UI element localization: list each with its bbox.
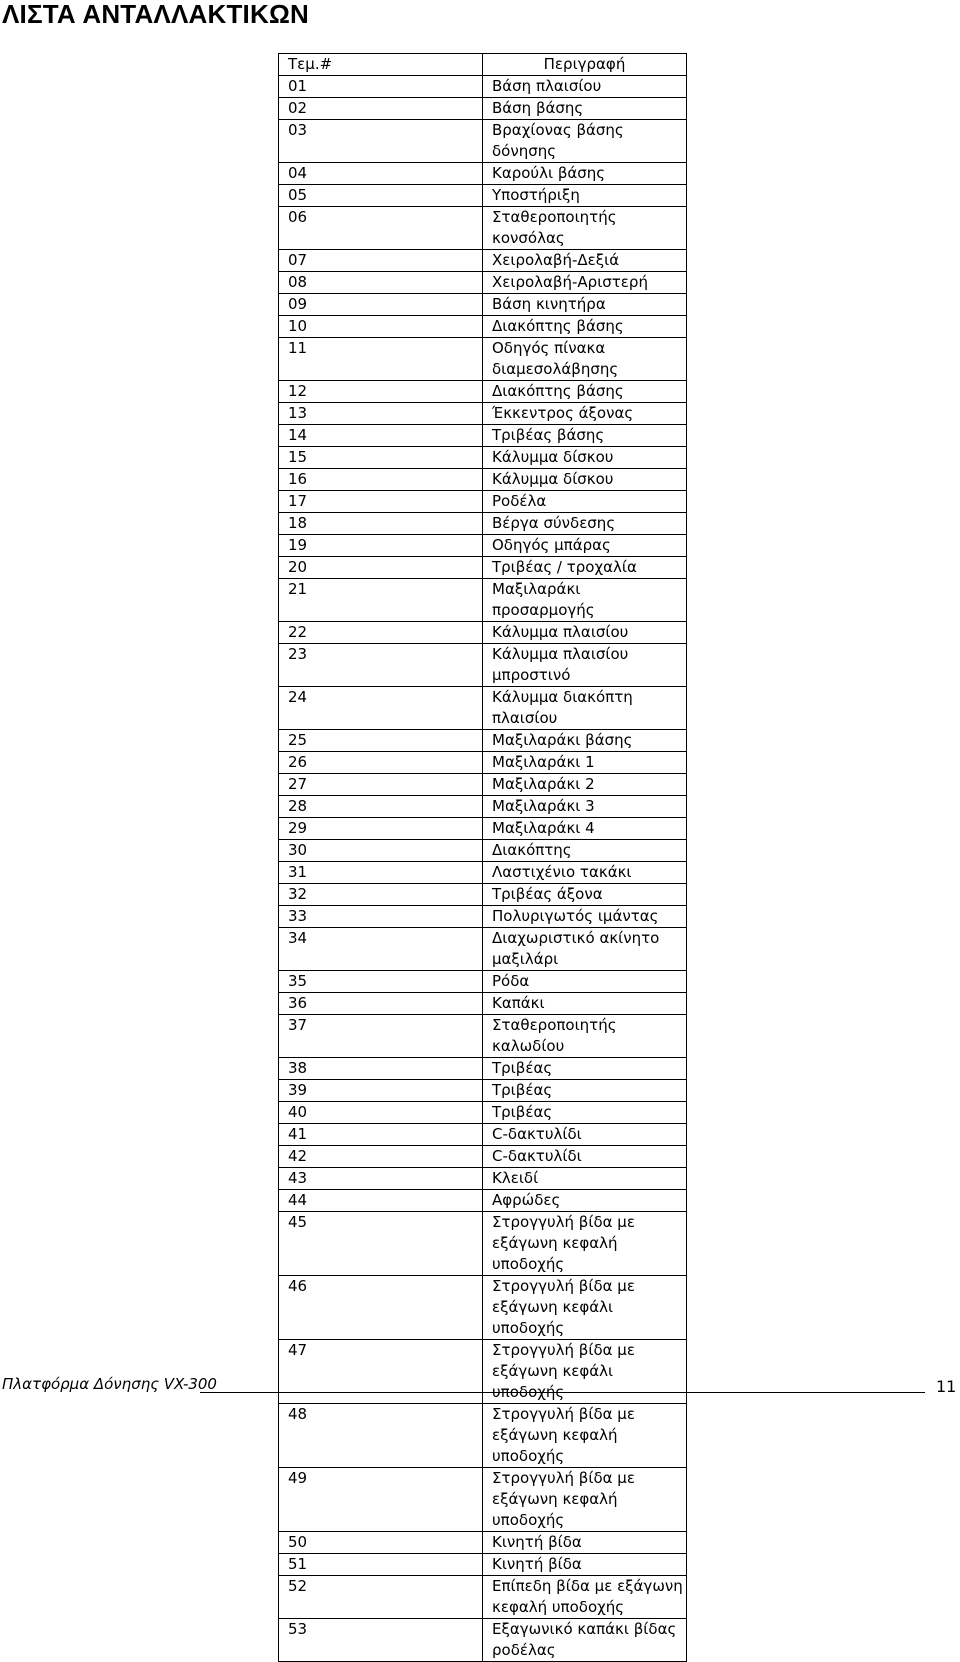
- table-row: [279, 76, 687, 98]
- table-row: [279, 774, 687, 796]
- part-description-cell: Κινητή βίδα: [483, 1532, 687, 1554]
- table-row: [279, 1532, 687, 1554]
- column-header-part-number: Τεμ.#: [279, 54, 483, 76]
- part-number-cell: 30: [279, 840, 483, 862]
- table-row: [279, 1168, 687, 1190]
- table-row: [279, 403, 687, 425]
- part-number-cell: 15: [279, 447, 483, 469]
- page-number: 11: [936, 1377, 957, 1396]
- part-description-cell: Βάση πλαισίου: [483, 76, 687, 98]
- table-row: [279, 316, 687, 338]
- part-number-cell: 21: [279, 579, 483, 622]
- part-number-cell: 14: [279, 425, 483, 447]
- table-row: [279, 1146, 687, 1168]
- table-row: [279, 1404, 687, 1468]
- parts-table-body: [279, 76, 687, 1662]
- table-row: [279, 469, 687, 491]
- part-number-cell: 01: [279, 76, 483, 98]
- part-description-cell: C-δακτυλίδι: [483, 1124, 687, 1146]
- table-row: [279, 1190, 687, 1212]
- table-row: [279, 752, 687, 774]
- part-number-cell: 16: [279, 469, 483, 491]
- part-description-cell: Κινητή βίδα: [483, 1554, 687, 1576]
- part-description-cell: Κάλυμμα δίσκου: [483, 469, 687, 491]
- part-description-cell: Κάλυμμα πλαισίου μπροστινό: [483, 644, 687, 687]
- part-number-cell: 50: [279, 1532, 483, 1554]
- table-row: [279, 644, 687, 687]
- page-title: ΛΙΣΤΑ ΑΝΤΑΛΛΑΚΤΙΚΩΝ: [2, 0, 309, 29]
- table-header-row: [279, 54, 687, 76]
- part-number-cell: 23: [279, 644, 483, 687]
- table-row: [279, 338, 687, 381]
- part-number-cell: 05: [279, 185, 483, 207]
- table-row: [279, 928, 687, 971]
- part-description-cell: Στρογγυλή βίδα με εξάγωνη κεφαλή υποδοχής: [483, 1468, 687, 1532]
- table-row: [279, 993, 687, 1015]
- table-row: [279, 163, 687, 185]
- part-description-cell: Διακόπτης: [483, 840, 687, 862]
- part-description-cell: Έκκεντρος άξονας: [483, 403, 687, 425]
- part-number-cell: 42: [279, 1146, 483, 1168]
- part-number-cell: 09: [279, 294, 483, 316]
- part-description-cell: Στρογγυλή βίδα με εξάγωνη κεφάλι υποδοχής: [483, 1276, 687, 1340]
- table-row: [279, 796, 687, 818]
- table-row: [279, 622, 687, 644]
- part-description-cell: Βραχίονας βάσης δόνησης: [483, 120, 687, 163]
- part-number-cell: 13: [279, 403, 483, 425]
- part-number-cell: 18: [279, 513, 483, 535]
- table-row: [279, 1340, 687, 1404]
- part-description-cell: Διακόπτης βάσης: [483, 316, 687, 338]
- part-description-cell: Μαξιλαράκι προσαρμογής: [483, 579, 687, 622]
- part-number-cell: 38: [279, 1058, 483, 1080]
- part-description-cell: Μαξιλαράκι 1: [483, 752, 687, 774]
- table-row: [279, 1576, 687, 1619]
- part-number-cell: 47: [279, 1340, 483, 1404]
- table-row: [279, 579, 687, 622]
- part-description-cell: Κάλυμμα πλαισίου: [483, 622, 687, 644]
- part-description-cell: C-δακτυλίδι: [483, 1146, 687, 1168]
- part-number-cell: 39: [279, 1080, 483, 1102]
- part-number-cell: 37: [279, 1015, 483, 1058]
- table-row: [279, 1102, 687, 1124]
- part-description-cell: Οδηγός πίνακα διαμεσολάβησης: [483, 338, 687, 381]
- part-number-cell: 35: [279, 971, 483, 993]
- part-number-cell: 36: [279, 993, 483, 1015]
- part-number-cell: 48: [279, 1404, 483, 1468]
- part-number-cell: 22: [279, 622, 483, 644]
- footer-divider: [200, 1392, 925, 1393]
- part-number-cell: 28: [279, 796, 483, 818]
- footer-title: Πλατφόρμα Δόνησης VX-300: [2, 1375, 217, 1393]
- part-number-cell: 10: [279, 316, 483, 338]
- part-number-cell: 06: [279, 207, 483, 250]
- table-row: [279, 98, 687, 120]
- part-description-cell: Μαξιλαράκι 3: [483, 796, 687, 818]
- table-row: [279, 1058, 687, 1080]
- table-row: [279, 207, 687, 250]
- part-number-cell: 46: [279, 1276, 483, 1340]
- table-row: [279, 535, 687, 557]
- part-number-cell: 34: [279, 928, 483, 971]
- part-number-cell: 11: [279, 338, 483, 381]
- part-description-cell: Βάση βάσης: [483, 98, 687, 120]
- part-number-cell: 17: [279, 491, 483, 513]
- part-number-cell: 43: [279, 1168, 483, 1190]
- part-description-cell: Στρογγυλή βίδα με εξάγωνη κεφαλή υποδοχής: [483, 1212, 687, 1276]
- part-description-cell: Λαστιχένιο τακάκι: [483, 862, 687, 884]
- part-description-cell: Στρογγυλή βίδα με εξάγωνη κεφάλι υποδοχής: [483, 1340, 687, 1404]
- table-row: [279, 1468, 687, 1532]
- table-row: [279, 1212, 687, 1276]
- table-row: [279, 1276, 687, 1340]
- parts-table: [278, 53, 687, 1662]
- table-row: [279, 906, 687, 928]
- part-number-cell: 51: [279, 1554, 483, 1576]
- table-row: [279, 294, 687, 316]
- part-description-cell: Πολυριγωτός ιμάντας: [483, 906, 687, 928]
- part-description-cell: Εξαγωνικό καπάκι βίδας ροδέλας: [483, 1619, 687, 1662]
- table-row: [279, 687, 687, 730]
- part-number-cell: 27: [279, 774, 483, 796]
- part-description-cell: Στρογγυλή βίδα με εξάγωνη κεφαλή υποδοχής: [483, 1404, 687, 1468]
- table-row: [279, 1554, 687, 1576]
- part-number-cell: 40: [279, 1102, 483, 1124]
- table-row: [279, 425, 687, 447]
- part-number-cell: 04: [279, 163, 483, 185]
- part-number-cell: 53: [279, 1619, 483, 1662]
- part-number-cell: 03: [279, 120, 483, 163]
- part-number-cell: 33: [279, 906, 483, 928]
- part-description-cell: Επίπεδη βίδα με εξάγωνη κεφαλή υποδοχής: [483, 1576, 687, 1619]
- part-number-cell: 49: [279, 1468, 483, 1532]
- part-description-cell: Οδηγός μπάρας: [483, 535, 687, 557]
- part-number-cell: 02: [279, 98, 483, 120]
- part-description-cell: Κάλυμμα δίσκου: [483, 447, 687, 469]
- table-row: [279, 971, 687, 993]
- part-description-cell: Τριβέας: [483, 1102, 687, 1124]
- table-row: [279, 250, 687, 272]
- part-number-cell: 32: [279, 884, 483, 906]
- part-description-cell: Ρόδα: [483, 971, 687, 993]
- table-row: [279, 381, 687, 403]
- part-description-cell: Βέργα σύνδεσης: [483, 513, 687, 535]
- part-number-cell: 12: [279, 381, 483, 403]
- part-number-cell: 19: [279, 535, 483, 557]
- part-description-cell: Διαχωριστικό ακίνητο μαξιλάρι: [483, 928, 687, 971]
- part-description-cell: Σταθεροποιητής κονσόλας: [483, 207, 687, 250]
- part-description-cell: Τριβέας: [483, 1058, 687, 1080]
- table-row: [279, 1619, 687, 1662]
- part-description-cell: Μαξιλαράκι 4: [483, 818, 687, 840]
- part-description-cell: Τριβέας άξονα: [483, 884, 687, 906]
- part-description-cell: Διακόπτης βάσης: [483, 381, 687, 403]
- table-row: [279, 862, 687, 884]
- part-number-cell: 26: [279, 752, 483, 774]
- part-description-cell: Τριβέας: [483, 1080, 687, 1102]
- part-description-cell: Κάλυμμα διακόπτη πλαισίου: [483, 687, 687, 730]
- part-number-cell: 31: [279, 862, 483, 884]
- part-number-cell: 20: [279, 557, 483, 579]
- table-row: [279, 1080, 687, 1102]
- part-description-cell: Καρούλι βάσης: [483, 163, 687, 185]
- part-description-cell: Καπάκι: [483, 993, 687, 1015]
- table-row: [279, 185, 687, 207]
- part-number-cell: 52: [279, 1576, 483, 1619]
- part-number-cell: 44: [279, 1190, 483, 1212]
- part-number-cell: 41: [279, 1124, 483, 1146]
- table-row: [279, 557, 687, 579]
- part-description-cell: Σταθεροποιητής καλωδίου: [483, 1015, 687, 1058]
- table-row: [279, 272, 687, 294]
- table-row: [279, 1015, 687, 1058]
- part-description-cell: Μαξιλαράκι 2: [483, 774, 687, 796]
- part-description-cell: Κλειδί: [483, 1168, 687, 1190]
- part-number-cell: 08: [279, 272, 483, 294]
- table-row: [279, 730, 687, 752]
- part-description-cell: Ροδέλα: [483, 491, 687, 513]
- part-description-cell: Υποστήριξη: [483, 185, 687, 207]
- part-number-cell: 24: [279, 687, 483, 730]
- part-description-cell: Τριβέας / τροχαλία: [483, 557, 687, 579]
- part-number-cell: 07: [279, 250, 483, 272]
- table-row: [279, 884, 687, 906]
- part-description-cell: Χειρολαβή-Αριστερή: [483, 272, 687, 294]
- part-description-cell: Χειρολαβή-Δεξιά: [483, 250, 687, 272]
- part-description-cell: Βάση κινητήρα: [483, 294, 687, 316]
- table-row: [279, 491, 687, 513]
- part-description-cell: Τριβέας βάσης: [483, 425, 687, 447]
- part-description-cell: Μαξιλαράκι βάσης: [483, 730, 687, 752]
- table-row: [279, 1124, 687, 1146]
- table-row: [279, 513, 687, 535]
- table-row: [279, 120, 687, 163]
- part-number-cell: 29: [279, 818, 483, 840]
- part-number-cell: 25: [279, 730, 483, 752]
- table-row: [279, 840, 687, 862]
- part-number-cell: 45: [279, 1212, 483, 1276]
- table-row: [279, 818, 687, 840]
- table-row: [279, 447, 687, 469]
- part-description-cell: Αφρώδες: [483, 1190, 687, 1212]
- column-header-description: Περιγραφή: [483, 54, 687, 76]
